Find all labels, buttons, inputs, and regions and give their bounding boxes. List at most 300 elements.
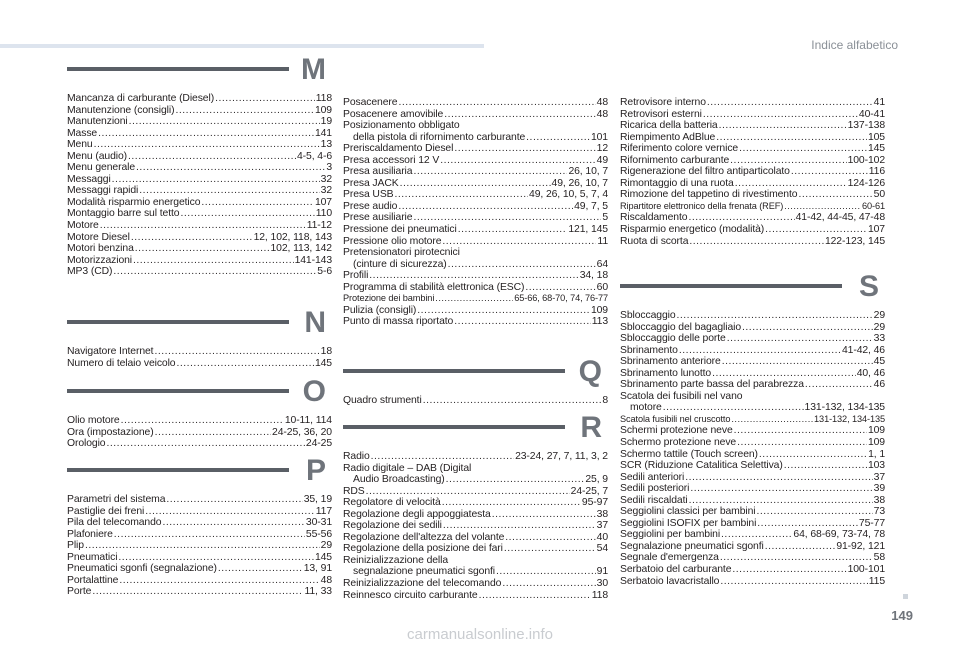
index-entry (67, 255, 332, 267)
section-letter: N (304, 306, 326, 339)
entry-term: Punto di massa riportato (343, 316, 454, 328)
entry-term: Modalità risparmio energetico (67, 196, 201, 208)
entry-pages: 37 (596, 520, 608, 532)
index-entries (343, 395, 608, 407)
entry-term: Regolazione dei sedili (343, 520, 442, 532)
entry-term: Pressione dei pneumatici (343, 224, 457, 236)
entry-pages: 131-132, 134-135 (814, 413, 885, 424)
entry-term: Scatola dei fusibili nel vano (620, 390, 743, 402)
entry-pages: 118 (591, 589, 608, 601)
entry-pages: 11-12 (306, 220, 332, 232)
index-entry (620, 120, 885, 132)
entry-term: Sedili posteriori (620, 483, 690, 495)
dot-leader (398, 97, 595, 109)
index-entry (620, 425, 885, 437)
entry-pages: 8 (602, 395, 608, 406)
index-entry (620, 483, 885, 495)
dot-leader (400, 178, 551, 190)
entry-pages: 103 (867, 460, 885, 472)
dot-leader (454, 143, 595, 155)
entry-pages: 45 (873, 356, 885, 368)
entry-pages: 91 (596, 566, 608, 578)
entry-pages: 145 (314, 357, 332, 369)
index-entry (67, 162, 332, 174)
entry-term: Retrovisori esterni (620, 108, 702, 120)
index-entries (67, 494, 332, 598)
index-entry (67, 116, 332, 128)
section-r-continued (620, 97, 885, 247)
entry-pages: 145 (867, 143, 885, 155)
entry-term: Schermo tattile (Touch screen) (620, 448, 758, 460)
entry-pages: 49, 26, 10, 7 (551, 177, 608, 189)
dot-leader (791, 166, 868, 178)
entry-pages: 49, 26, 10, 5, 7, 4 (529, 189, 608, 201)
entry-pages: 107 (314, 196, 332, 208)
entry-pages: 58 (873, 552, 885, 564)
entry-pages: 75-77 (858, 517, 885, 529)
index-entry (343, 143, 608, 155)
dot-leader (100, 220, 306, 232)
entry-pages: 48 (596, 108, 608, 120)
index-entry (67, 563, 332, 575)
entry-pages: 24-25, 36, 20 (272, 426, 332, 438)
index-entry (67, 93, 332, 105)
entry-term: Posizionamento obbligato (343, 120, 460, 132)
index-entry (67, 243, 332, 255)
dot-leader (502, 578, 595, 590)
dot-leader (731, 414, 813, 426)
index-entry (620, 310, 885, 322)
entry-term: MP3 (CD) (67, 266, 113, 278)
entry-pages: 34, 18 (579, 270, 608, 282)
dot-leader (526, 132, 590, 144)
entry-term: Sedili anteriori (620, 471, 685, 483)
index-entry (67, 494, 332, 506)
dot-leader (417, 305, 590, 317)
entry-pages: 49 (596, 154, 608, 166)
dot-leader (690, 483, 872, 495)
entry-pages: 109 (590, 304, 608, 316)
index-entry (620, 391, 885, 403)
page-number: 149 (891, 608, 913, 623)
entry-term: Sbrinamento lunotto (620, 367, 712, 379)
index-entries (343, 97, 608, 328)
section-r (343, 411, 608, 601)
entry-pages: 19 (320, 116, 332, 128)
entry-term: Reinnesco circuito carburante (343, 589, 478, 601)
entry-term: Rigenerazione del filtro antiparticolato (620, 166, 790, 178)
entry-pages: 115 (868, 575, 885, 587)
index-entry (620, 132, 885, 144)
dot-leader (757, 506, 873, 518)
index-entry (620, 224, 885, 236)
index-entry (620, 109, 885, 121)
index-entry (620, 143, 885, 155)
entry-pages: 64 (596, 258, 608, 270)
entry-term: Manutenzione (consigli) (67, 104, 175, 116)
entry-term: Seggiolini per bambini (620, 529, 721, 541)
dot-leader (119, 575, 319, 587)
entry-term: Sedili riscaldati (620, 494, 688, 506)
dot-leader (734, 425, 867, 437)
section-letter: Q (578, 355, 602, 388)
entry-term: motore (630, 402, 662, 414)
entry-pages: 46 (873, 379, 885, 391)
section-letter: S (858, 270, 879, 303)
dot-leader (765, 224, 867, 236)
dot-leader (739, 143, 867, 155)
index-entry (343, 212, 608, 224)
entry-term: Serbatoio lavacristallo (620, 575, 720, 587)
index-entry (343, 155, 608, 167)
entry-term: (cinture di sicurezza) (353, 258, 447, 270)
index-entry (620, 97, 885, 109)
entry-pages: 100-102 (847, 154, 885, 166)
section-divider (67, 67, 289, 71)
index-entries (67, 93, 332, 278)
entry-pages: 141 (314, 127, 332, 139)
entry-pages: 95-97 (581, 497, 608, 509)
entry-term: Segnale d'emergenza (620, 552, 719, 564)
dot-leader (759, 449, 867, 461)
dot-leader (735, 178, 847, 190)
entry-term: Pulizia (consigli) (343, 304, 417, 316)
entry-pages: 5 (602, 212, 608, 224)
section-divider (620, 284, 842, 288)
entry-term: Seggiolini classici per bambini (620, 506, 756, 518)
entry-term: Pneumatici (67, 551, 118, 563)
dot-leader (716, 132, 867, 144)
entry-pages: 40-41 (858, 108, 885, 120)
index-entry (620, 495, 885, 507)
entry-term: segnalazione pneumatici sgonfi (353, 566, 495, 578)
index-entry (343, 509, 608, 521)
entry-pages: 117 (315, 505, 332, 517)
dot-leader (413, 212, 601, 224)
entry-pages: 5-6 (317, 266, 332, 278)
dot-leader (129, 116, 320, 128)
index-entry (620, 356, 885, 368)
section-divider (67, 468, 289, 472)
index-entry (620, 518, 885, 530)
entry-term: Montaggio barre sul tetto (67, 208, 180, 220)
index-entry (343, 132, 608, 144)
index-entries (343, 451, 608, 601)
entry-term: Reinizializzazione della (343, 554, 449, 566)
page-header-title: Indice alfabetico (811, 38, 898, 52)
index-entry (343, 555, 608, 567)
entry-term: Sbrinamento parte bassa del parabrezza (620, 379, 804, 391)
entry-pages: 32 (320, 185, 332, 197)
index-entry (67, 427, 332, 439)
dot-leader (395, 189, 529, 201)
entry-pages: 124-126 (847, 177, 885, 189)
dot-leader (798, 189, 872, 201)
index-entry (343, 463, 608, 475)
entry-term: Orologio (67, 438, 106, 450)
entry-term: Preriscaldamento Diesel (343, 143, 454, 155)
dot-leader (135, 243, 270, 255)
entry-term: Sbloccaggio delle porte (620, 333, 726, 345)
section-divider (343, 425, 565, 429)
entry-pages: 145 (314, 551, 332, 563)
entry-term: Retrovisore interno (620, 97, 706, 108)
entry-term: Messaggi (67, 173, 111, 185)
index-entry (343, 316, 608, 328)
entry-term: Radio (343, 451, 370, 462)
entry-pages: 105 (867, 131, 885, 143)
section-o (67, 375, 332, 450)
entry-term: Rimozione del tappetino di rivestimento (620, 189, 798, 201)
dot-leader (85, 540, 320, 552)
entry-term: Risparmio energetico (modalità) (620, 224, 765, 236)
dot-leader (707, 97, 873, 109)
dot-leader (423, 395, 602, 407)
index-entries (620, 310, 885, 587)
dot-leader (504, 543, 596, 555)
index-entry (620, 236, 885, 248)
entry-term: Navigatore Internet (67, 346, 154, 357)
dot-leader (139, 185, 319, 197)
entry-pages: 60 (596, 281, 608, 293)
dot-leader (442, 497, 581, 509)
dot-leader (525, 282, 595, 294)
entry-term: Profili (343, 270, 369, 282)
entry-term: Pressione olio motore (343, 235, 442, 247)
dot-leader (737, 437, 867, 449)
page-marker (903, 594, 908, 599)
entry-pages: 38 (596, 508, 608, 520)
dot-leader (703, 109, 858, 121)
index-entry (343, 578, 608, 590)
entry-pages: 40, 46 (856, 367, 885, 379)
entry-pages: 1, 1 (868, 448, 885, 460)
entry-term: Regolazione dell'altezza del volante (343, 531, 505, 543)
dot-leader (730, 155, 846, 167)
entry-pages: 12, 102, 118, 143 (253, 231, 332, 243)
entry-term: Sbloccaggio del bagagliaio (620, 321, 742, 333)
dot-leader (155, 427, 271, 439)
entry-pages: 41-42, 44-45, 47-48 (795, 212, 885, 224)
index-entry (620, 345, 885, 357)
entry-term: Scatola fusibili nel cruscotto (620, 413, 731, 424)
entry-pages: 10-11, 114 (284, 415, 332, 426)
entry-pages: 113 (591, 316, 608, 328)
index-entry (620, 552, 885, 564)
entry-term: Manutenzioni (67, 116, 128, 128)
dot-leader (94, 139, 320, 151)
entry-term: Seggiolini ISOFIX per bambini (620, 517, 757, 529)
entry-pages: 49, 7, 5 (574, 200, 608, 212)
entry-pages: 102, 113, 142 (270, 243, 332, 255)
dot-leader (443, 520, 596, 532)
index-entry (67, 208, 332, 220)
entry-pages: 55-56 (305, 528, 332, 540)
index-entry (620, 414, 885, 426)
entry-pages: 110 (315, 208, 332, 220)
index-entry (67, 185, 332, 197)
index-entry (343, 236, 608, 248)
dot-leader (136, 162, 325, 174)
dot-leader (177, 358, 314, 370)
index-entry (343, 189, 608, 201)
dot-leader (369, 270, 578, 282)
entry-pages: 12 (596, 143, 608, 155)
entry-term: Ruota di scorta (620, 235, 689, 247)
index-entry (620, 212, 885, 224)
dot-leader (398, 201, 573, 213)
entry-term: Presa ausiliaria (343, 166, 413, 178)
entry-term: Radio digitale – DAB (Digital (343, 462, 472, 474)
index-entry (620, 201, 885, 213)
entry-term: Ora (impostazione) (67, 426, 154, 438)
entry-term: RDS (343, 485, 365, 497)
entry-term: Motore Diesel (67, 231, 130, 243)
entry-term: Numero di telaio veicolo (67, 357, 176, 369)
index-entry (67, 358, 332, 370)
dot-leader (732, 564, 846, 576)
entry-pages: 13 (320, 139, 332, 151)
entry-pages: 122-123, 145 (824, 235, 885, 247)
index-entry (620, 155, 885, 167)
entry-pages: 11, 33 (304, 586, 332, 598)
entry-pages: 39 (873, 483, 885, 495)
index-entry (620, 322, 885, 334)
entry-pages: 109 (867, 425, 885, 437)
dot-leader (677, 310, 873, 322)
index-entry (620, 506, 885, 518)
entry-pages: 100-101 (847, 564, 885, 576)
entry-term: Menu (67, 139, 93, 151)
header-bar (0, 44, 484, 48)
index-entry (620, 472, 885, 484)
index-entry (620, 529, 885, 541)
entry-term: SCR (Riduzione Catalitica Selettiva) (620, 460, 783, 472)
entry-term: Parametri del sistema (67, 494, 166, 505)
dot-leader (121, 415, 284, 427)
dot-leader (131, 232, 253, 244)
index-entry (620, 189, 885, 201)
index-entry (343, 282, 608, 294)
index-entry (343, 305, 608, 317)
entry-pages: 25, 9 (585, 474, 608, 486)
index-entry (343, 247, 608, 259)
entry-term: Olio motore (67, 415, 120, 426)
entry-pages: 54 (596, 543, 608, 555)
entry-pages: 109 (314, 104, 332, 116)
index-entry (343, 97, 608, 109)
dot-leader (805, 379, 873, 391)
dot-leader (162, 517, 304, 529)
index-entry (67, 105, 332, 117)
entry-term: Pneumatici sgonfi (segnalazione) (67, 563, 217, 575)
entry-term: Ricarica della batteria (620, 120, 718, 132)
dot-leader (106, 438, 304, 450)
dot-leader (685, 472, 872, 484)
entry-term: Posacenere amovibile (343, 108, 444, 120)
section-letter: R (580, 411, 602, 444)
entry-term: Regolazione degli appoggiatesta (343, 508, 491, 520)
dot-leader (720, 552, 873, 564)
entry-pages: 13, 91 (303, 563, 332, 575)
entry-term: Programma di stabilità elettronica (ESC) (343, 281, 525, 293)
index-entry (343, 395, 608, 407)
dot-leader (689, 495, 873, 507)
section-divider (343, 369, 565, 373)
index-entry (620, 576, 885, 588)
entry-term: Pila del telecomando (67, 517, 162, 529)
entry-pages: 64, 68-69, 73-74, 78 (793, 529, 885, 541)
entry-pages: 24-25 (305, 438, 332, 450)
entry-term: Motore (67, 220, 99, 232)
dot-leader (719, 120, 847, 132)
index-entry (343, 451, 608, 463)
entry-pages: 41-42, 46 (841, 344, 885, 356)
index-entry (620, 333, 885, 345)
index-entry (343, 270, 608, 282)
dot-leader (366, 486, 570, 498)
section-letter: O (302, 375, 326, 408)
dot-leader (765, 541, 836, 553)
index-entry (67, 139, 332, 151)
index-entry (620, 379, 885, 391)
entry-pages: 50 (873, 189, 885, 201)
dot-leader (448, 259, 596, 271)
index-entry (67, 174, 332, 186)
entry-pages: 116 (868, 166, 885, 178)
index-entry (620, 368, 885, 380)
index-entries (67, 346, 332, 369)
section-p (67, 454, 332, 598)
dot-leader (689, 236, 824, 248)
entry-term: Motori benzina (67, 243, 134, 255)
entry-pages: 109 (867, 437, 885, 449)
index-entry (343, 566, 608, 578)
index-entry (67, 540, 332, 552)
entry-pages: 29 (873, 321, 885, 333)
section-divider (67, 389, 289, 393)
entry-term: Quadro strumenti (343, 395, 422, 406)
entry-term: Portalattine (67, 574, 119, 586)
entry-pages: 32 (320, 173, 332, 185)
index-entry (67, 151, 332, 163)
dot-leader (742, 322, 873, 334)
entry-term: Messaggi rapidi (67, 185, 139, 197)
entry-term: Riferimento colore vernice (620, 143, 739, 155)
entry-term: Regolazione della posizione dei fari (343, 543, 503, 555)
dot-leader (442, 236, 596, 248)
entry-term: Motorizzazioni (67, 254, 133, 266)
entry-term: Plip (67, 540, 84, 552)
dot-leader (722, 356, 873, 368)
dot-leader (113, 266, 316, 278)
dot-leader (496, 566, 596, 578)
entry-term: Protezione dei bambini (343, 293, 435, 304)
index-entry (67, 438, 332, 450)
index-entry (343, 543, 608, 555)
section-s (620, 270, 885, 587)
dot-leader (440, 155, 595, 167)
entry-pages: 137-138 (847, 120, 885, 132)
dot-leader (175, 105, 314, 117)
index-entry (343, 166, 608, 178)
entry-pages: 4-5, 4-6 (296, 150, 332, 162)
entry-pages: 18 (320, 346, 332, 357)
index-entry (343, 532, 608, 544)
index-entry (620, 437, 885, 449)
entry-term: Sbrinamento (620, 344, 678, 356)
entry-pages: 118 (315, 93, 332, 104)
